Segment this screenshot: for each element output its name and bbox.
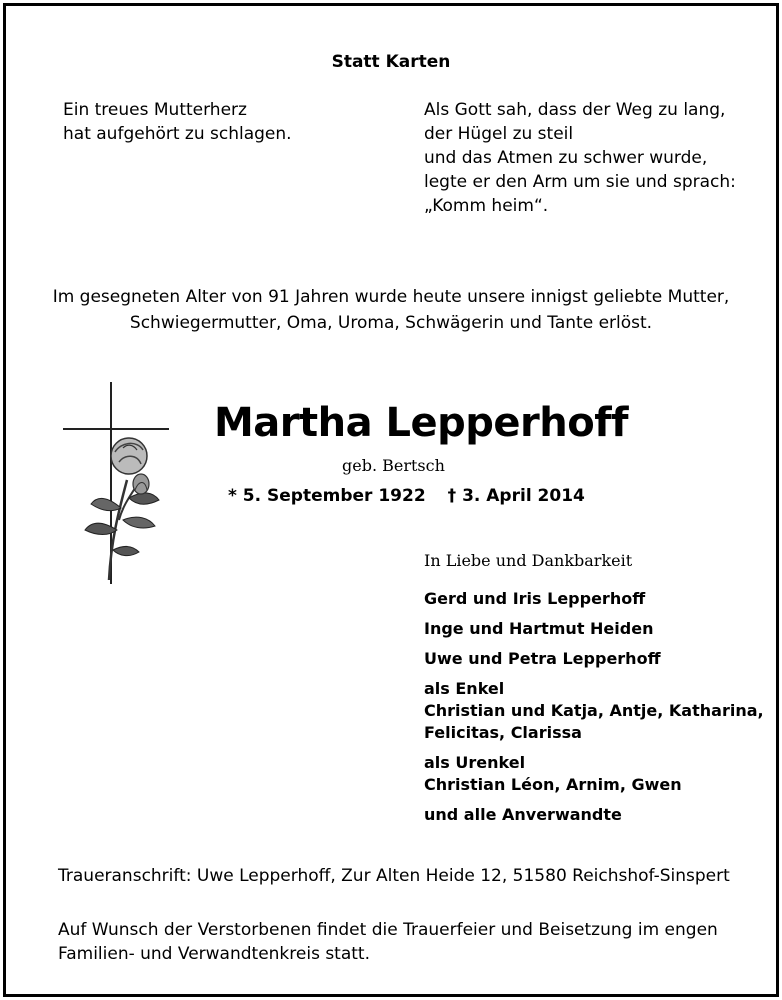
- grandchildren-line: Felicitas, Clarissa: [424, 723, 582, 742]
- life-dates: [228, 486, 585, 506]
- mourner-entry: Gerd und Iris Lepperhoff: [424, 589, 646, 608]
- poem-right-line: legte er den Arm um sie und sprach:: [424, 172, 736, 192]
- maiden-name: geb. Bertsch: [342, 456, 445, 475]
- intro-text: [6, 284, 776, 336]
- birth-date: * 5. September 1922: [228, 486, 426, 506]
- grandchildren-line: Christian und Katja, Antje, Katharina,: [424, 701, 764, 720]
- poem-left-line: hat aufgehört zu schlagen.: [63, 124, 292, 144]
- death-date: † 3. April 2014: [447, 486, 585, 506]
- mourners-list: [424, 551, 764, 829]
- great-grandchildren-label: als Urenkel: [424, 753, 526, 772]
- obituary-notice: [3, 3, 779, 997]
- poem-right-line: „Komm heim“.: [424, 196, 549, 216]
- poem-right-line: und das Atmen zu schwer wurde,: [424, 148, 708, 168]
- mourner-entry: Inge und Hartmut Heiden: [424, 619, 654, 638]
- cross-with-rose-icon: [61, 380, 173, 590]
- poem-right-line: der Hügel zu steil: [424, 124, 574, 144]
- poem-left: [63, 98, 292, 146]
- poem-left-line: Ein treues Mutterherz: [63, 100, 247, 120]
- intro-line: Schwiegermutter, Oma, Uroma, Schwägerin und Tante erlöst.: [129, 313, 653, 333]
- mourner-entry: Uwe und Petra Lepperhoff: [424, 649, 661, 668]
- intro-line: Im gesegneten Alter von 91 Jahren wurde heute unsere innigst geliebte Mutter,: [52, 287, 730, 307]
- notice-heading: Statt Karten: [331, 52, 451, 72]
- poem-right: [424, 98, 736, 218]
- mourners-intro: In Liebe und Dankbarkeit: [424, 551, 633, 570]
- deceased-name: Martha Lepperhoff: [214, 400, 629, 446]
- grandchildren-label: als Enkel: [424, 679, 505, 698]
- mourning-address: Traueranschrift: Uwe Lepperhoff, Zur Alten Heide 12, 51580 Reichshof-Sinspert: [58, 866, 730, 886]
- closing-note: [58, 918, 718, 966]
- poem-right-line: Als Gott sah, dass der Weg zu lang,: [424, 100, 726, 120]
- relatives-line: und alle Anverwandte: [424, 805, 622, 824]
- great-grandchildren-line: Christian Léon, Arnim, Gwen: [424, 775, 682, 794]
- closing-line: Familien- und Verwandtenkreis statt.: [58, 944, 371, 964]
- closing-line: Auf Wunsch der Verstorbenen findet die Trauerfeier und Beisetzung im engen: [58, 920, 718, 940]
